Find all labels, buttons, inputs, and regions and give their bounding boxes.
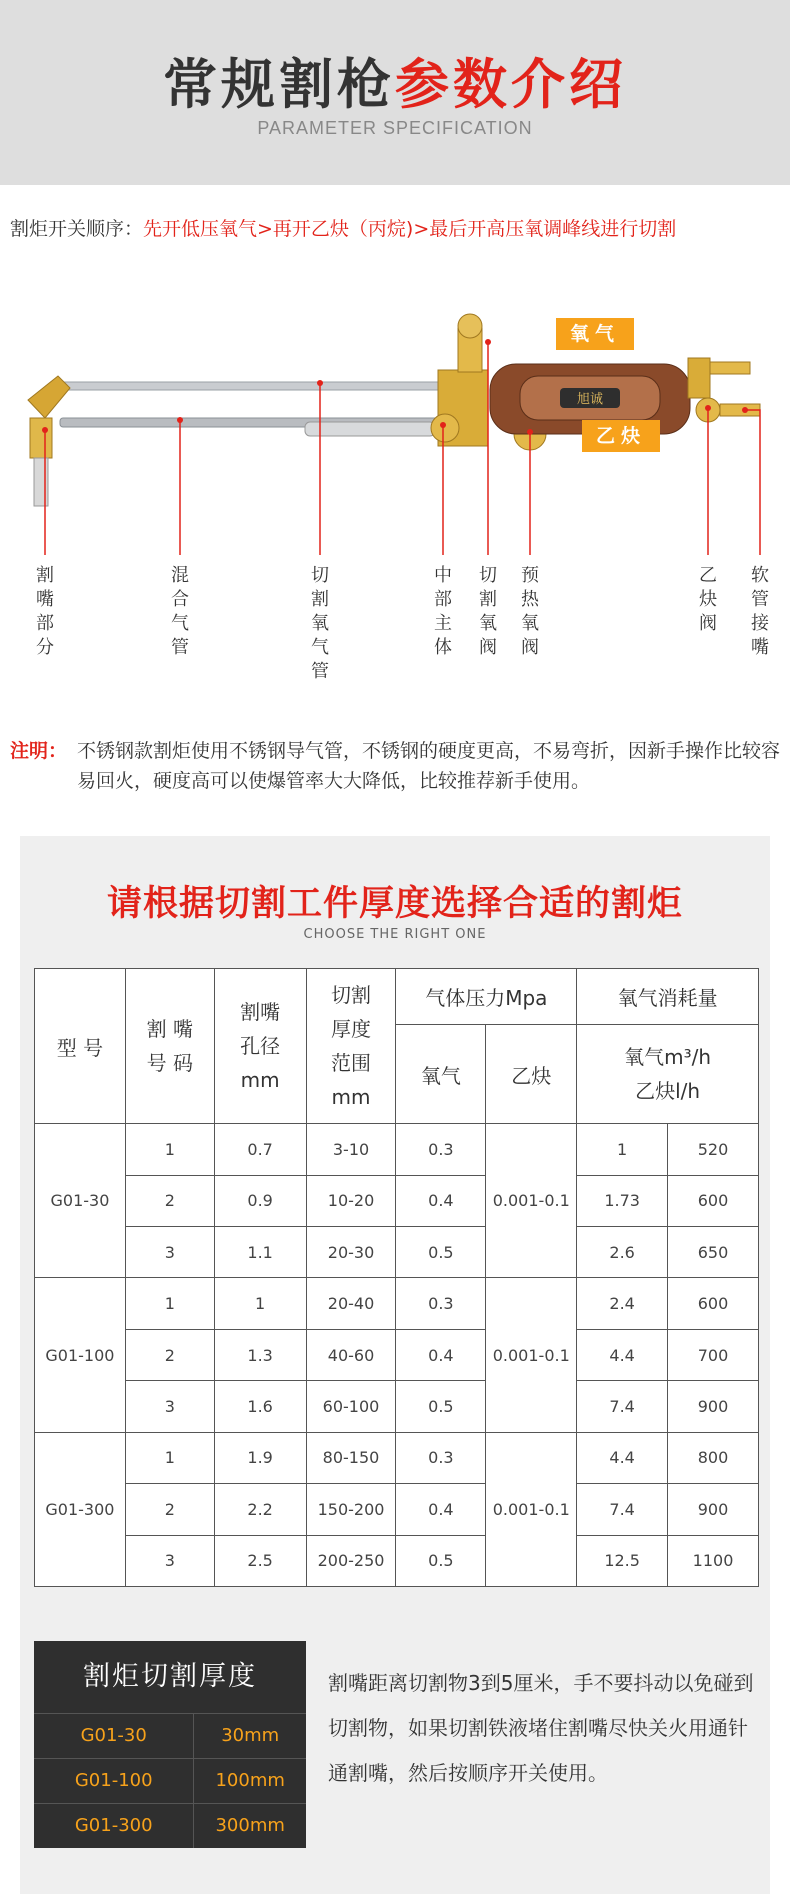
cell-acetylene-consumption: 900 bbox=[668, 1381, 759, 1432]
cell-oxygen-pressure: 0.3 bbox=[396, 1124, 486, 1175]
thickness-title: 割炬切割厚度 bbox=[34, 1641, 306, 1713]
page-subtitle: PARAMETER SPECIFICATION bbox=[257, 118, 533, 138]
note-label: 注明： bbox=[10, 740, 68, 762]
table-row bbox=[35, 1329, 759, 1380]
part-label-mixing-tube: 混 合 气 管 bbox=[171, 565, 189, 658]
cell-bore: 2.2 bbox=[214, 1484, 306, 1535]
cell-thickness-range: 60-100 bbox=[306, 1381, 396, 1432]
cell-tip-number: 1 bbox=[125, 1124, 214, 1175]
table-row bbox=[35, 1535, 759, 1587]
part-label-main-body: 中 部 主 体 bbox=[434, 565, 452, 658]
title-red-part: 参数介绍 bbox=[395, 53, 627, 116]
header-bore: 割嘴 孔径 mm bbox=[214, 969, 306, 1124]
cell-oxygen-consumption: 1.73 bbox=[577, 1175, 668, 1226]
cell-tip-number: 2 bbox=[125, 1329, 214, 1380]
cell-thickness-range: 10-20 bbox=[306, 1175, 396, 1226]
table-row bbox=[35, 1278, 759, 1329]
table-row bbox=[35, 1227, 759, 1278]
thickness-model: G01-300 bbox=[34, 1804, 194, 1848]
cell-tip-number: 2 bbox=[125, 1175, 214, 1226]
cell-tip-number: 2 bbox=[125, 1484, 214, 1535]
cell-thickness-range: 40-60 bbox=[306, 1329, 396, 1380]
cell-oxygen-consumption: 2.6 bbox=[577, 1227, 668, 1278]
torch-illustration bbox=[0, 300, 790, 690]
cell-thickness-range: 3-10 bbox=[306, 1124, 396, 1175]
cell-bore: 2.5 bbox=[214, 1535, 306, 1587]
thickness-row bbox=[34, 1758, 306, 1803]
cell-bore: 1 bbox=[214, 1278, 306, 1329]
cell-oxygen-pressure: 0.5 bbox=[396, 1535, 486, 1587]
cell-oxygen-consumption: 7.4 bbox=[577, 1484, 668, 1535]
cell-tip-number: 1 bbox=[125, 1432, 214, 1483]
cell-acetylene-consumption: 900 bbox=[668, 1484, 759, 1535]
header-model: 型 号 bbox=[35, 969, 126, 1124]
part-label-cutting-oxygen-tube: 切 割 氧 气 管 bbox=[311, 565, 329, 682]
torch-diagram bbox=[0, 300, 790, 690]
part-label-hose-connector: 软 管 接 嘴 bbox=[751, 565, 769, 658]
cell-tip-number: 3 bbox=[125, 1227, 214, 1278]
cell-model: G01-30 bbox=[35, 1124, 126, 1278]
cell-bore: 1.1 bbox=[214, 1227, 306, 1278]
cell-thickness-range: 20-30 bbox=[306, 1227, 396, 1278]
table-row bbox=[35, 1432, 759, 1483]
header-thickness-range: 切割 厚度 范围 mm bbox=[306, 969, 396, 1124]
cell-bore: 0.9 bbox=[214, 1175, 306, 1226]
table-row bbox=[35, 1124, 759, 1175]
thickness-value: 300mm bbox=[215, 1815, 285, 1836]
cell-acetylene-pressure: 0.001-0.1 bbox=[486, 1278, 577, 1432]
cell-bore: 1.3 bbox=[214, 1329, 306, 1380]
cell-acetylene-consumption: 600 bbox=[668, 1278, 759, 1329]
switch-order-label: 割炬开关顺序： bbox=[10, 218, 144, 240]
table-row bbox=[35, 1484, 759, 1535]
title-dark-part: 常规割枪 bbox=[163, 53, 395, 116]
cell-thickness-range: 80-150 bbox=[306, 1432, 396, 1483]
header-consumption: 氧气消耗量 bbox=[577, 969, 759, 1025]
cell-oxygen-pressure: 0.3 bbox=[396, 1432, 486, 1483]
thickness-row bbox=[34, 1713, 306, 1758]
thickness-box bbox=[34, 1641, 306, 1851]
part-label-preheat-oxygen-valve: 预 热 氧 阀 bbox=[521, 565, 539, 658]
cell-acetylene-consumption: 1100 bbox=[668, 1535, 759, 1587]
cell-acetylene-consumption: 520 bbox=[668, 1124, 759, 1175]
cell-oxygen-pressure: 0.4 bbox=[396, 1484, 486, 1535]
selection-panel bbox=[20, 836, 770, 1894]
thickness-value: 100mm bbox=[215, 1770, 285, 1791]
handle-brand: 旭诚 bbox=[576, 392, 604, 407]
note-text: 不锈钢款割炬使用不锈钢导气管，不锈钢的硬度更高，不易弯折，因新手操作比较容易回火，硬度高可以使爆管率大大降低，比较推荐新手使用。 bbox=[77, 740, 781, 792]
panel-subtitle: CHOOSE THE RIGHT ONE bbox=[303, 927, 487, 942]
cell-thickness-range: 200-250 bbox=[306, 1535, 396, 1587]
cell-acetylene-pressure: 0.001-0.1 bbox=[486, 1432, 577, 1586]
page-title bbox=[0, 42, 790, 119]
spec-table-body bbox=[35, 1124, 759, 1587]
cell-oxygen-pressure: 0.5 bbox=[396, 1227, 486, 1278]
thickness-model: G01-100 bbox=[34, 1759, 194, 1803]
cell-oxygen-consumption: 12.5 bbox=[577, 1535, 668, 1587]
cell-acetylene-consumption: 600 bbox=[668, 1175, 759, 1226]
switch-order-text: 先开低压氧气>再开乙炔（丙烷)>最后开高压氧调峰线进行切割 bbox=[143, 218, 677, 240]
part-label-cutting-oxygen-valve: 切 割 氧 阀 bbox=[479, 565, 497, 658]
cell-thickness-range: 20-40 bbox=[306, 1278, 396, 1329]
cell-tip-number: 3 bbox=[125, 1381, 214, 1432]
cell-tip-number: 3 bbox=[125, 1535, 214, 1587]
cell-acetylene-consumption: 700 bbox=[668, 1329, 759, 1380]
part-label-tip: 割 嘴 部 分 bbox=[36, 565, 54, 658]
acetylene-badge: 乙炔 bbox=[582, 420, 660, 452]
header-banner bbox=[0, 0, 790, 185]
header-tip-number: 割 嘴 号 码 bbox=[125, 969, 214, 1124]
cell-thickness-range: 150-200 bbox=[306, 1484, 396, 1535]
thickness-value: 30mm bbox=[221, 1725, 280, 1746]
thickness-row bbox=[34, 1803, 306, 1848]
switch-order bbox=[10, 214, 676, 241]
cell-acetylene-pressure: 0.001-0.1 bbox=[486, 1124, 577, 1278]
cell-tip-number: 1 bbox=[125, 1278, 214, 1329]
cell-oxygen-consumption: 4.4 bbox=[577, 1432, 668, 1483]
header-units: 氧气m³/h 乙炔l/h bbox=[577, 1025, 759, 1124]
cell-oxygen-pressure: 0.3 bbox=[396, 1278, 486, 1329]
cell-oxygen-consumption: 1 bbox=[577, 1124, 668, 1175]
cell-oxygen-pressure: 0.4 bbox=[396, 1175, 486, 1226]
cell-oxygen-consumption: 4.4 bbox=[577, 1329, 668, 1380]
part-label-acetylene-valve: 乙 炔 阀 bbox=[699, 565, 717, 634]
cell-model: G01-300 bbox=[35, 1432, 126, 1586]
table-row bbox=[35, 1175, 759, 1226]
oxygen-badge: 氧气 bbox=[556, 318, 634, 350]
header-gas-pressure: 气体压力Mpa bbox=[396, 969, 577, 1025]
cell-oxygen-consumption: 7.4 bbox=[577, 1381, 668, 1432]
header-acetylene: 乙炔 bbox=[486, 1025, 577, 1124]
cell-bore: 0.7 bbox=[214, 1124, 306, 1175]
cell-oxygen-pressure: 0.4 bbox=[396, 1329, 486, 1380]
thickness-model: G01-30 bbox=[34, 1714, 194, 1758]
cell-model: G01-100 bbox=[35, 1278, 126, 1432]
cell-bore: 1.9 bbox=[214, 1432, 306, 1483]
cell-oxygen-consumption: 2.4 bbox=[577, 1278, 668, 1329]
panel-title: 请根据切割工件厚度选择合适的割炬 bbox=[106, 884, 683, 924]
header-oxygen: 氧气 bbox=[396, 1025, 486, 1124]
spec-table bbox=[34, 968, 759, 1587]
cell-oxygen-pressure: 0.5 bbox=[396, 1381, 486, 1432]
cell-bore: 1.6 bbox=[214, 1381, 306, 1432]
cell-acetylene-consumption: 800 bbox=[668, 1432, 759, 1483]
cell-acetylene-consumption: 650 bbox=[668, 1227, 759, 1278]
usage-tip: 割嘴距离切割物3到5厘米，手不要抖动以免碰到切割物，如果切割铁液堵住割嘴尽快关火用通针通割嘴，然后按顺序开关使用。 bbox=[328, 1671, 754, 1785]
table-row bbox=[35, 1381, 759, 1432]
